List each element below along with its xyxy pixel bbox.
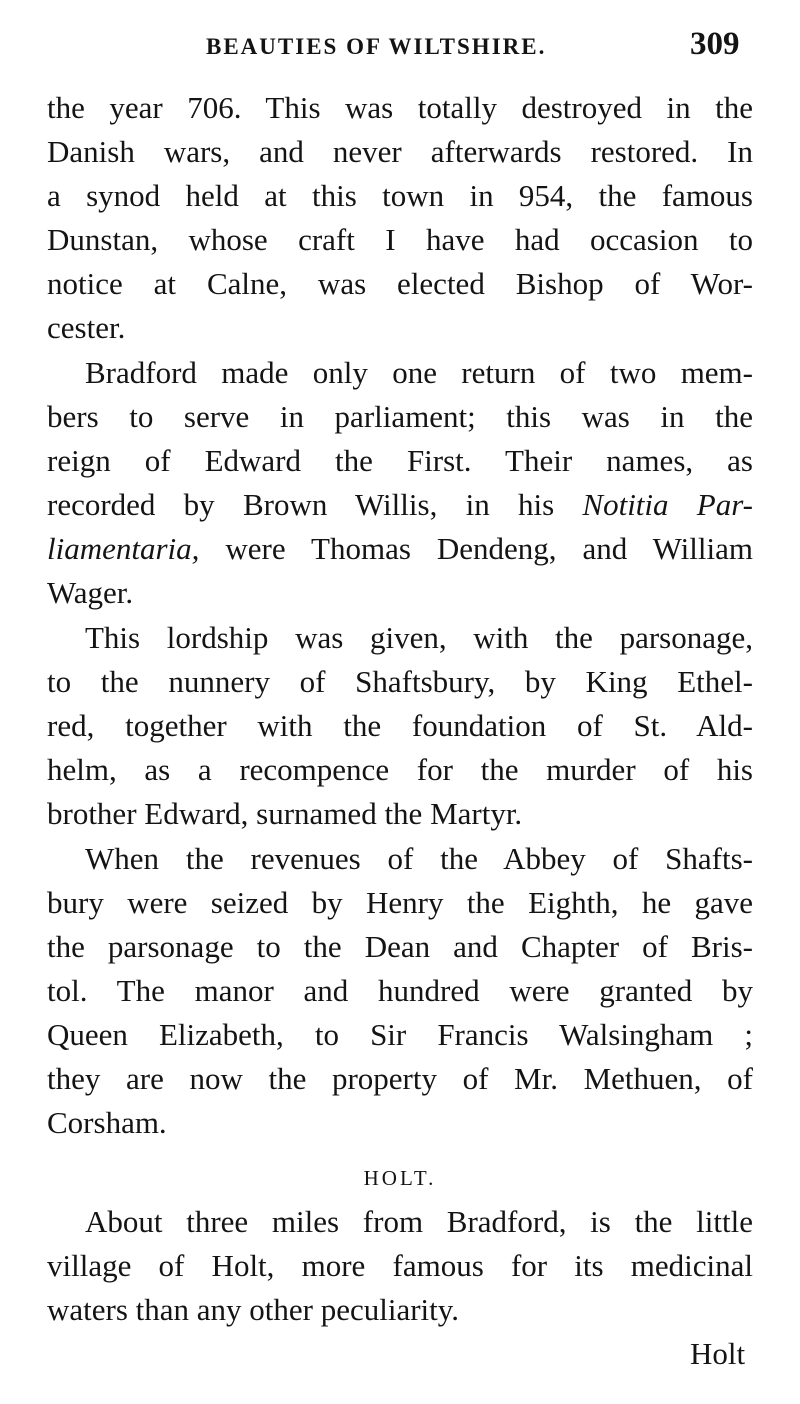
text-line-with-italic (47, 483, 753, 527)
catchword: Holt (690, 1336, 746, 1371)
text-line: Wager. (47, 575, 134, 610)
text-line: Corsham. (47, 1105, 167, 1140)
main-text (47, 86, 753, 1146)
text-line: village of Holt, more famous for its medicinal (47, 1248, 753, 1283)
italic-title: liamentaria, (47, 531, 200, 566)
paragraph-3 (47, 616, 753, 836)
paragraph-2 (47, 351, 753, 615)
text-line: reign of Edward the First. Their names, as (47, 443, 753, 478)
text-line: bers to serve in parliament; this was in the (47, 399, 753, 434)
running-head: BEAUTIES OF WILTSHIRE. (206, 34, 547, 59)
text-line: to the nunnery of Shaftsbury, by King Ethel- (47, 664, 753, 699)
text-line: tol. The manor and hundred were granted by (47, 973, 753, 1008)
text-line: Dunstan, whose craft I have had occasion to (47, 222, 753, 257)
text-line: helm, as a recompence for the murder of his (47, 752, 753, 787)
text-line: cester. (47, 310, 126, 345)
text-line: the parsonage to the Dean and Chapter of Bris- (47, 929, 753, 964)
text-line-with-italic (47, 527, 753, 571)
text-line: the year 706. This was totally destroyed in the (47, 90, 753, 125)
text-line: Queen Elizabeth, to Sir Francis Walsingham ; (47, 1017, 753, 1052)
text-line: When the revenues of the Abbey of Shafts- (85, 841, 753, 876)
text-line: bury were seized by Henry the Eighth, he gave (47, 885, 753, 920)
text-line: a synod held at this town in 954, the famous (47, 178, 753, 213)
italic-title: Notitia Par- (582, 487, 753, 522)
text-line: waters than any other peculiarity. (47, 1292, 460, 1327)
text-line: brother Edward, surnamed the Martyr. (47, 796, 523, 831)
page-number: 309 (690, 26, 740, 62)
text-line: notice at Calne, was elected Bishop of Wor- (47, 266, 753, 301)
paragraph-4 (47, 837, 753, 1145)
paragraph-1 (47, 86, 753, 350)
section-text (47, 1200, 753, 1332)
text-segment: recorded by Brown Willis, in his (47, 487, 555, 522)
text-line: red, together with the foundation of St. Ald- (47, 708, 753, 743)
text-line: Bradford made only one return of two mem- (85, 355, 753, 390)
text-line: About three miles from Bradford, is the little (85, 1204, 753, 1239)
section-heading: HOLT. (363, 1166, 437, 1190)
text-line: they are now the property of Mr. Methuen, of (47, 1061, 753, 1096)
text-line: This lordship was given, with the parsonage, (85, 620, 753, 655)
text-line: Danish wars, and never afterwards restored. In (47, 134, 753, 169)
text-segment: were Thomas Dendeng, and William (225, 531, 753, 566)
